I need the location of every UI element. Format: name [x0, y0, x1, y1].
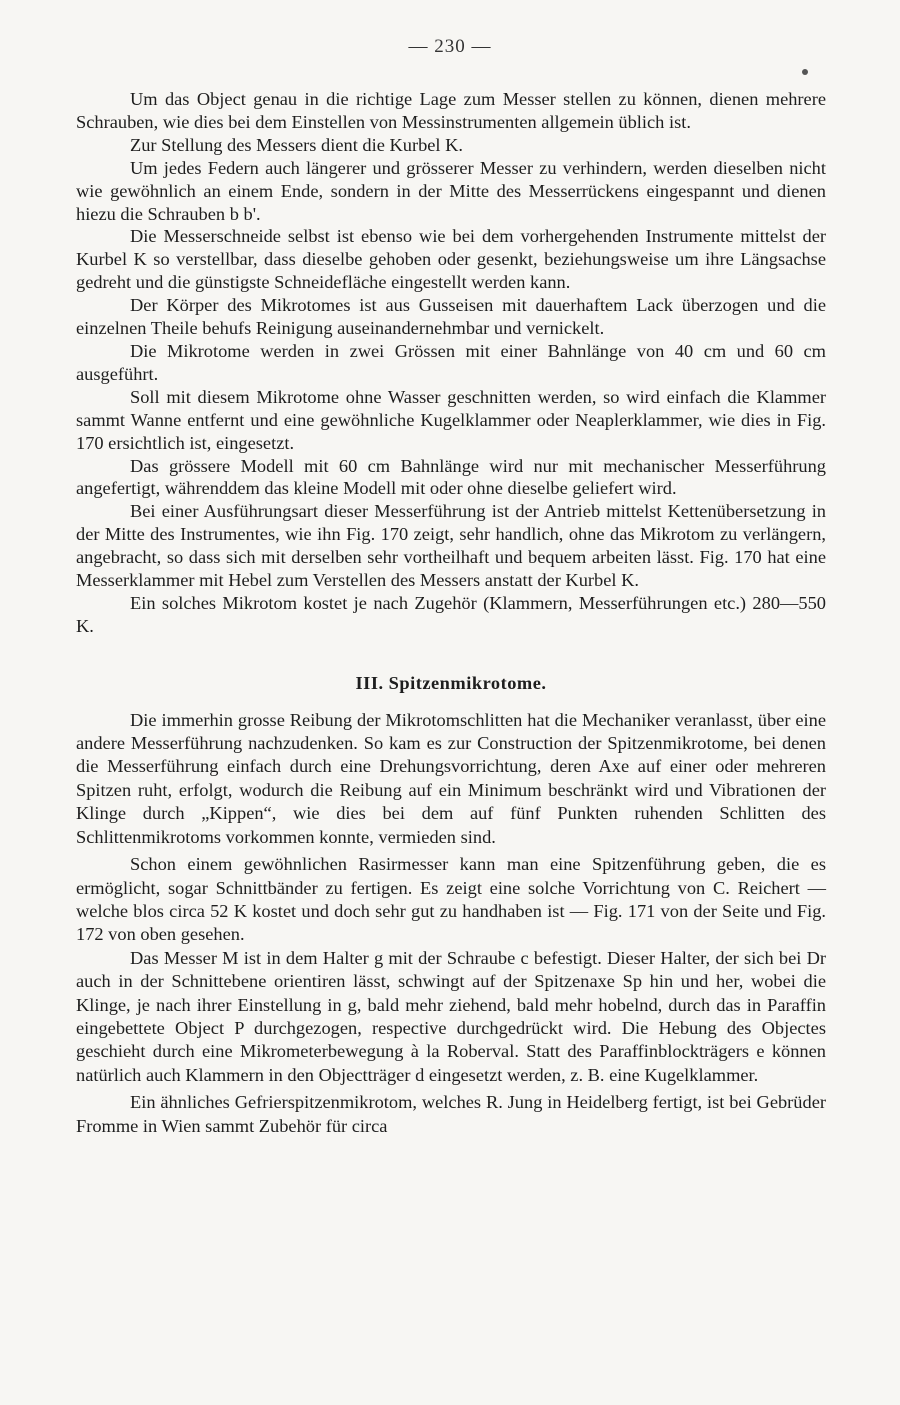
- paragraph: Der Körper des Mikrotomes ist aus Gusseisen mit dauerhaftem Lack überzogen und die einzelnen Theile behufs Reinigung auseinandernehmbar und vernickelt.: [76, 295, 826, 339]
- paragraph: Das Messer M ist in dem Halter g mit der Schraube c befestigt. Dieser Halter, der sich bei Dr auch in der Schnittebene orientiren lässt, schwingt auf der Spitzenaxe Sp hin und her, wobei die Klinge, je nach ihrer Einstellung in g, bald mehr ziehend, bald mehr hobelnd, durch das in Paraffin eingebettete Object P durchgezogen, respective durchgedrückt wird. Die Hebung des Objectes geschieht durch eine Mikrometerbewegung à la Roberval. Statt des Paraffinblockträgers e können natürlich auch Klammern in den Objectträger d eingesetzt werden, z. B. eine Kugelklammer.: [76, 947, 826, 1085]
- paragraph: Bei einer Ausführungsart dieser Messerführung ist der Antrieb mittelst Kettenübersetzung in der Mitte des Instrumentes, wie ihn Fig. 170 zeigt, sehr handlich, ohne das Mikrotom zu verlängern, angebracht, so dass sich mit derselben sehr vortheilhaft und bequem arbeiten lässt. Fig. 170 hat eine Messerklammer mit Hebel zum Verstellen des Messers anstatt der Kurbel K.: [76, 501, 826, 591]
- paragraph: Schon einem gewöhnlichen Rasirmesser kann man eine Spitzenführung geben, die es ermöglicht, sogar Schnittbänder zu fertigen. Es zeigt eine solche Vorrichtung von C. Reichert — welche blos circa 52 K kostet und doch sehr gut zu handhaben ist — Fig. 171 von der Seite und Fig. 172 von oben gesehen.: [76, 854, 826, 945]
- paragraph: Die Messerschneide selbst ist ebenso wie bei dem vorhergehenden Instrumente mittelst der Kurbel K so verstellbar, dass dieselbe gehoben oder gesenkt, beziehungsweise um ihre Längsachse gedreht und die günstigste Schneidefläche eingestellt werden kann.: [76, 226, 826, 293]
- ink-speck: [802, 69, 808, 75]
- paragraph: Um das Object genau in die richtige Lage zum Messer stellen zu können, dienen mehrere Schrauben, wie dies bei dem Einstellen von Messinstrumenten allgemein üblich ist.: [76, 89, 826, 132]
- page-body: [76, 88, 826, 1138]
- paragraph: Ein solches Mikrotom kostet je nach Zugehör (Klammern, Messerführungen etc.) 280—550 K.: [76, 592, 826, 636]
- paragraph: Zur Stellung des Messers dient die Kurbel K.: [130, 134, 464, 155]
- paragraph: Ein ähnliches Gefrierspitzenmikrotom, welches R. Jung in Heidelberg fertigt, ist bei Gebrüder Fromme in Wien sammt Zubehör für circa: [76, 1092, 826, 1136]
- paragraph: Soll mit diesem Mikrotome ohne Wasser geschnitten werden, so wird einfach die Klammer sammt Wanne entfernt und eine gewöhnliche Kugelklammer oder Neaplerklammer, wie dies in Fig. 170 ersichtlich ist, eingesetzt.: [76, 386, 826, 453]
- paragraph: Die Mikrotome werden in zwei Grössen mit einer Bahnlänge von 40 cm und 60 cm ausgeführt.: [76, 340, 826, 384]
- page-number: — 230 —: [408, 36, 492, 57]
- section-heading: III. Spitzenmikrotome.: [355, 672, 547, 693]
- paragraph: Die immerhin grosse Reibung der Mikrotomschlitten hat die Mechaniker veranlasst, über eine andere Messerführung nachzudenken. So kam es zur Construction der Spitzenmikrotome, bei denen die Messerführung einfach durch eine Drehungsvorrichtung, deren Axe auf einer oder mehreren Spitzen ruht, erfolgt, wodurch die Reibung auf ein Minimum beschränkt wird und Vibrationen der Klinge durch „Kippen“, wie dies bei dem auf fünf Punkten ruhenden Schlitten des Schlittenmikrotoms vorkommen konnte, vermieden sind.: [76, 709, 826, 847]
- paragraph: Das grössere Modell mit 60 cm Bahnlänge wird nur mit mechanischer Messerführung angefertigt, währenddem das kleine Modell mit oder ohne dieselbe geliefert wird.: [76, 455, 826, 499]
- paragraph: Um jedes Federn auch längerer und grösserer Messer zu verhindern, werden dieselben nicht wie gewöhnlich an einem Ende, sondern in der Mitte des Messerrückens eingespannt und dienen hiezu die Schrauben b b'.: [76, 157, 826, 224]
